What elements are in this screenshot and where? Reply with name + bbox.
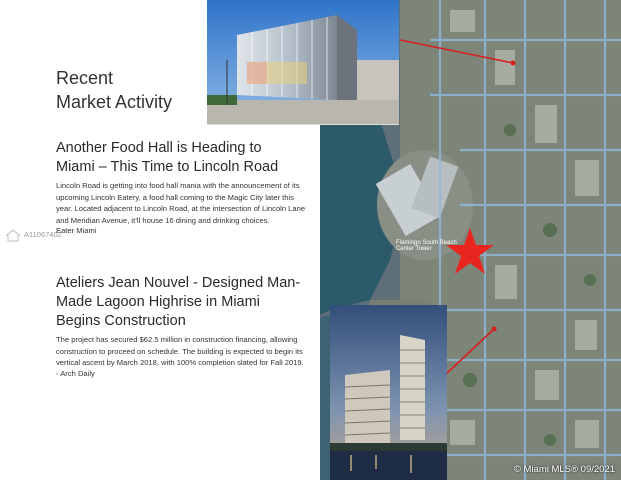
house-watermark-icon [4,228,22,242]
article-title-line2: Miami – This Time to Lincoln Road [56,159,279,175]
article-highrise [56,274,308,379]
highrise-photo [330,305,447,480]
article-title-line1: Ateliers Jean Nouvel - Designed Man- [56,275,301,291]
article-title-line1: Another Food Hall is Heading to [56,140,262,156]
article-source: Eater Miami [56,226,97,236]
listing-id-watermark: A11067402 [24,230,62,239]
page-title-line1: Recent [56,68,114,88]
food-hall-photo [207,0,399,125]
article-body: Lincoln Road is getting into food hall mania with the announcement of its upcoming Lincoln Eatery, a food hall coming to the Magic City later this year. Located adjacent to Lincoln Road, at the intersection of Lincoln Lane and Meridian Avenue, it’ll house 16 dining and drinking choices. [56,181,306,225]
page-title [56,66,172,114]
article-title [56,274,308,331]
map-place-label: Flamingo South Beach Center Tower [396,240,457,252]
article-title-line2: Made Lagoon Highrise in Miami [56,294,260,310]
location-star-icon [444,226,496,278]
article-title [56,139,308,177]
article-food-hall [56,139,308,236]
article-body: The project has secured $62.5 million in construction financing, allowing construction to proceed on schedule. The building is expected to begin its vertical ascent by March 2018, with 100% completion slated for Fall 2019. [56,335,304,368]
article-title-line3: Begins Construction [56,313,186,329]
mls-copyright: © Miami MLS® 09/2021 [513,464,615,475]
page-title-line2: Market Activity [56,92,173,112]
article-source: - Arch Daily [56,368,95,378]
